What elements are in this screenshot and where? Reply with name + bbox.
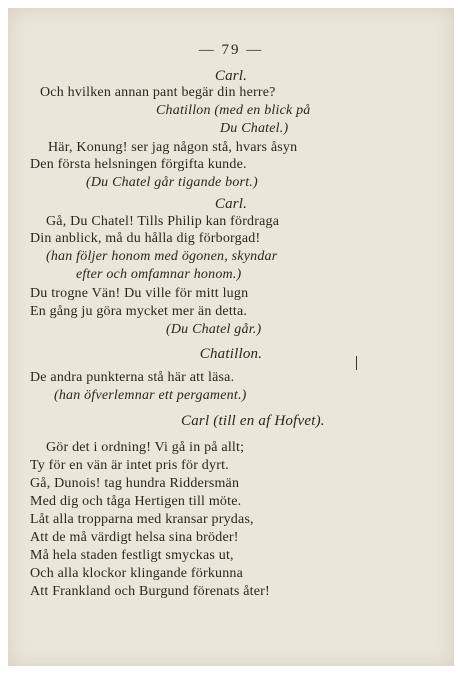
verse-line: Och alla klockor klingande förkunna <box>30 566 244 581</box>
verse-line: Med dig och tåga Hertigen till möte. <box>30 494 242 509</box>
verse-line: En gång ju göra mycket mer än detta. <box>30 304 248 319</box>
verse-line: Den första helsningen förgifta kunde. <box>30 157 247 172</box>
stage-direction: (Du Chatel går tigande bort.) <box>86 175 258 190</box>
page-number: — 79 — <box>198 42 264 58</box>
verse-line: Att Frankland och Burgund förenats åter! <box>30 584 270 599</box>
stage-direction: (han öfverlemnar ett pergament.) <box>54 388 247 403</box>
verse-line: Gå, Dunois! tag hundra Riddersmän <box>30 476 240 491</box>
verse-line: Din anblick, må du hålla dig förborgad! <box>30 231 261 246</box>
stage-direction: (han följer honom med ögonen, skyndar <box>46 249 278 264</box>
verse-line: Här, Konung! ser jag någon stå, hvars åsyn <box>48 140 298 155</box>
speaker-chatillon: Chatillon. <box>199 346 263 362</box>
book-page <box>8 8 454 666</box>
verse-line: Att de må värdigt helsa sina bröder! <box>30 530 239 545</box>
speaker-carl: Carl. <box>214 196 248 212</box>
verse-line: Må hela staden festligt smyckas ut, <box>30 548 234 563</box>
stage-direction: (Du Chatel går.) <box>166 322 262 337</box>
margin-mark <box>356 356 357 370</box>
speaker-chatillon-direction: Chatillon (med en blick på <box>156 103 311 118</box>
verse-line: Låt alla tropparna med kransar prydas, <box>30 512 254 527</box>
stage-direction: Du Chatel.) <box>220 121 289 136</box>
verse-line: Och hvilken annan pant begär din herre? <box>40 85 276 100</box>
speaker-carl: Carl. <box>214 68 248 84</box>
speaker-carl-direction: Carl (till en af Hofvet). <box>181 413 325 429</box>
verse-line: Gå, Du Chatel! Tills Philip kan fördraga <box>46 214 280 229</box>
verse-line: De andra punkterna stå här att läsa. <box>30 370 235 385</box>
verse-line: Du trogne Vän! Du ville för mitt lugn <box>30 286 249 301</box>
stage-direction: efter och omfamnar honom.) <box>76 267 242 282</box>
verse-line: Gör det i ordning! Vi gå in på allt; <box>46 440 245 455</box>
verse-line: Ty för en vän är intet pris för dyrt. <box>30 458 229 473</box>
